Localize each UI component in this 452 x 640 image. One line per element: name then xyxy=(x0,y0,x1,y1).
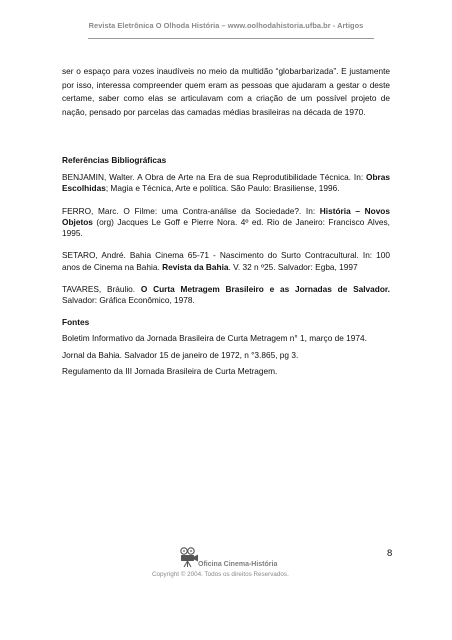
header-divider xyxy=(88,38,374,39)
reference-item xyxy=(62,284,390,307)
reference-work-title: Obras Escolhidas xyxy=(62,171,390,194)
reference-work-title: História – Novos Objetos xyxy=(62,205,390,227)
page-footer xyxy=(150,546,320,596)
reference-text: FERRO, Marc. O Filme: uma Contra-análise da Sociedade?. In: xyxy=(62,205,320,216)
reference-item xyxy=(62,172,390,195)
source-item: Jornal da Bahia. Salvador 15 de janeiro de 1972, n °3.865, pg 3. xyxy=(62,349,299,360)
page-header: Revista Eletrônica O Olhoda História – www.oolhodahistoria.ufba.br - Artigos xyxy=(88,21,364,30)
reference-text: BENJAMIN, Walter. A Obra de Arte na Era de sua Reprodutibilidade Técnica. In: xyxy=(62,171,367,182)
sources-heading: Fontes xyxy=(62,316,90,327)
film-camera-icon xyxy=(178,546,200,568)
reference-text: Salvador: Gráfica Econômico, 1978. xyxy=(62,295,195,306)
reference-work-title: Revista da Bahia xyxy=(162,261,229,272)
footer-copyright: Copyright © 2004. Todos os direitos Reservados. xyxy=(152,571,289,578)
references-heading: Referências Bibliográficas xyxy=(62,155,167,166)
reference-text: SETARO, André. Bahia Cinema 65-71 - Nascimento do Surto Contracultural. In: 100 anos de Cinema na Bahia. xyxy=(62,250,390,272)
source-item: Boletim Informativo da Jornada Brasileira de Curta Metragem n° 1, março de 1974. xyxy=(62,333,367,344)
reference-text: TAVARES, Bráulio. xyxy=(62,284,141,295)
body-paragraph: ser o espaço para vozes inaudíveis no meio da multidão “globarbarizada”. E justamente por isso, interessa compreender quem eram as pessoas que ajudaram a gestar o deste certame, saber como elas se articulavam com a criação de um possível projeto de nação, pensado por parcelas das camadas médias brasileiras na década de 1970. xyxy=(62,66,390,117)
reference-text: ; Magia e Técnica, Arte e política. São Paulo: Brasiliense, 1996. xyxy=(105,183,340,194)
reference-item xyxy=(62,206,390,240)
source-item: Regulamento da III Jornada Brasileira de Curta Metragem. xyxy=(62,366,278,377)
reference-text: (org) Jacques Le Goff e Pierre Nora. 4º ed. Rio de Janeiro: Francisco Alves, 1995. xyxy=(62,216,390,239)
reference-item xyxy=(62,250,390,273)
footer-title: Oficina Cinema-História xyxy=(198,561,278,568)
page-number: 8 xyxy=(387,548,393,559)
reference-work-title: O Curta Metragem Brasileiro e as Jornadas de Salvador. xyxy=(140,284,390,295)
article-content xyxy=(62,65,390,379)
reference-text: . V. 32 n º25. Salvador: Egba, 1997 xyxy=(228,261,358,272)
